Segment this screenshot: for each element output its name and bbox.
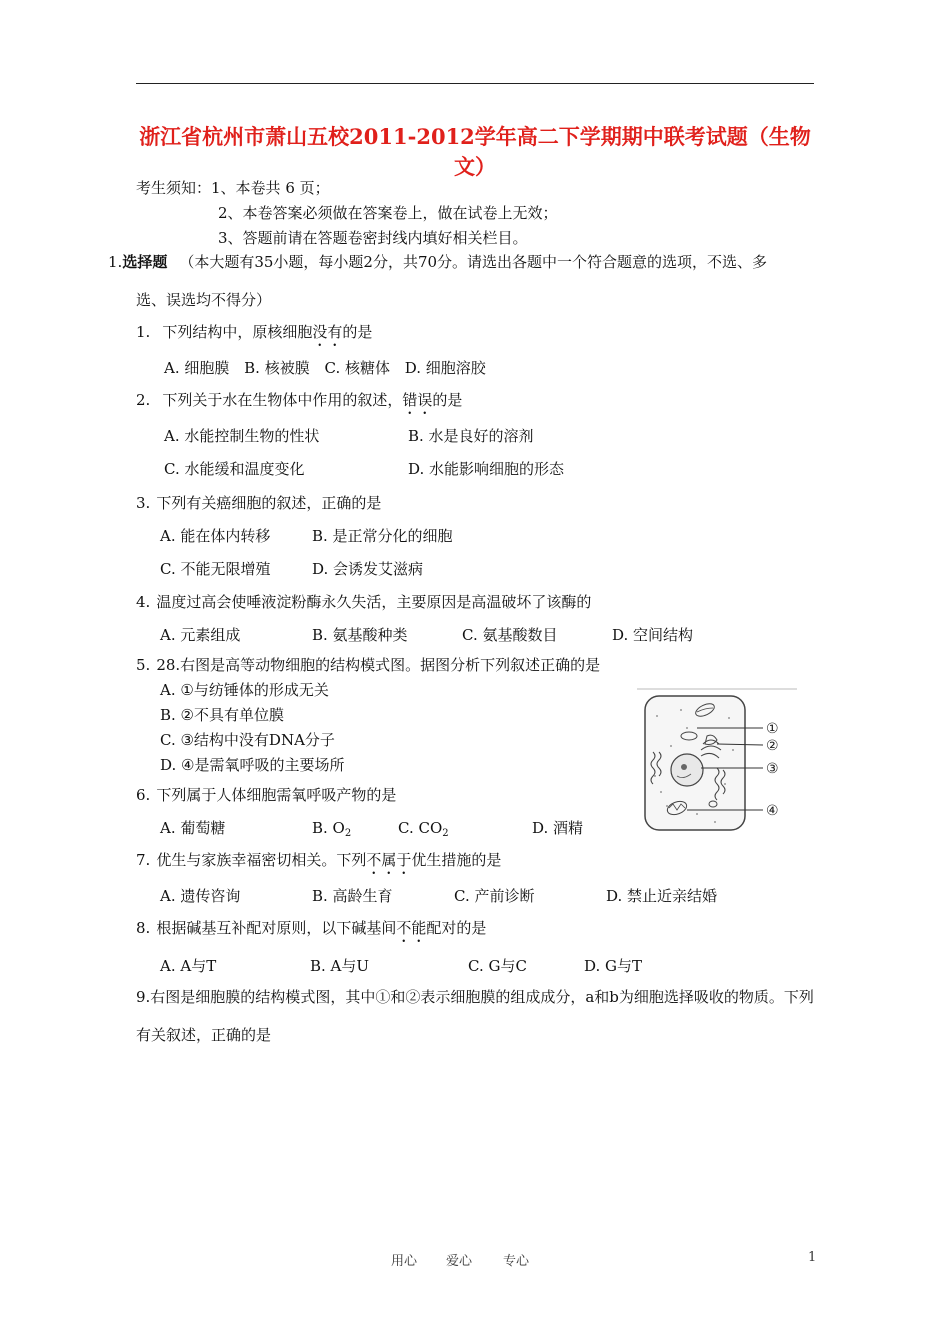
page-title: 浙江省杭州市萧山五校2011-2012学年高二下学期期中联考试题（生物文） — [139, 124, 811, 179]
footer-motto-2: 爱心 — [446, 1254, 473, 1269]
option: A. 元素组成 — [160, 626, 241, 644]
page-number: 1 — [808, 1250, 817, 1265]
question-number: 7. — [136, 851, 151, 869]
question-number: 6. — [136, 786, 151, 804]
question-9: 9.右图是细胞膜的结构模式图，其中①和②表示细胞膜的组成成分，a和b为细胞选择吸收的物质。下列有关叙述，正确的是 — [136, 988, 814, 1044]
notice-item-1: 1、本卷共 6 页； — [211, 179, 330, 197]
question-number: 3. — [136, 494, 151, 512]
question-1: 1. 下列结构中，原核细胞没有的是 — [136, 323, 373, 341]
question-number: 8. — [136, 919, 151, 937]
q1-options — [164, 358, 486, 378]
option: A. 细胞膜 — [164, 359, 230, 377]
emphasis-dots: 不属于 — [366, 851, 412, 869]
option: A. A与T — [160, 957, 217, 975]
section-instructions-cont: 选、误选均不得分） — [136, 291, 272, 309]
option: B. 氨基酸种类 — [312, 626, 408, 644]
option: D. G与T — [584, 957, 643, 975]
figure-label-1: ① — [766, 721, 779, 737]
option: C. 产前诊断 — [454, 887, 535, 905]
option: B. A与U — [310, 957, 370, 975]
notice-prefix: 考生须知： — [136, 179, 212, 197]
emphasis-dots: 错误 — [402, 391, 433, 409]
notice-line-1 — [136, 178, 330, 198]
question-number: 4. — [136, 593, 151, 611]
figure-label-3: ③ — [766, 761, 779, 777]
question-number: 1. — [136, 323, 151, 341]
option: C. 核糖体 — [324, 359, 390, 377]
option: C. G与C — [468, 957, 527, 975]
footer-motto-1: 用心 — [391, 1254, 418, 1269]
option: A. 遗传咨询 — [160, 887, 241, 905]
option: B. 高龄生育 — [312, 887, 393, 905]
section-header — [108, 252, 767, 272]
option: A. 水能控制生物的性状 — [164, 427, 320, 445]
section-number: 1. — [108, 253, 123, 271]
option: B. $O_2$ — [312, 819, 352, 839]
question-number: 2. — [136, 391, 151, 409]
emphasis-dots: 没有 — [312, 323, 343, 341]
option: B. 是正常分化的细胞 — [312, 527, 453, 545]
section-instructions: （本大题有35小题，每小题2分，共70分。请选出各题中一个符合题意的选项，不选、多 — [179, 253, 768, 271]
option: C. ③结构中没有DNA分子 — [160, 731, 335, 749]
question-3: 3. 下列有关癌细胞的叙述，正确的是 — [136, 494, 382, 512]
option: D. 水能影响细胞的形态 — [408, 460, 565, 478]
option: D. 空间结构 — [612, 626, 694, 644]
footer-motto-3: 专心 — [503, 1254, 530, 1269]
emphasis-dots: 不能 — [396, 919, 427, 937]
option: B. ②不具有单位膜 — [160, 706, 285, 724]
option: D. ④是需氧呼吸的主要场所 — [160, 756, 345, 774]
option: D. 细胞溶胶 — [404, 359, 486, 377]
option: D. 禁止近亲结婚 — [606, 887, 718, 905]
option: C. 不能无限增殖 — [160, 560, 271, 578]
notice-item-3: 3、答题前请在答题卷密封线内填好相关栏目。 — [218, 229, 528, 247]
question-2: 2. 下列关于水在生物体中作用的叙述，错误的是 — [136, 391, 463, 409]
question-5: 5. 28.右图是高等动物细胞的结构模式图。据图分析下列叙述正确的是 — [136, 656, 601, 674]
question-8: 8. 根据碱基互补配对原则，以下碱基间不能配对的是 — [136, 919, 487, 937]
option: B. 核被膜 — [244, 359, 310, 377]
option: D. 会诱发艾滋病 — [312, 560, 424, 578]
header-rule — [136, 83, 814, 84]
option: C. 水能缓和温度变化 — [164, 460, 305, 478]
question-6: 6. 下列属于人体细胞需氧呼吸产物的是 — [136, 786, 397, 804]
section-name: 选择题 — [122, 253, 168, 271]
question-4: 4. 温度过高会使唾液淀粉酶永久失活，主要原因是高温破坏了该酶的 — [136, 593, 592, 611]
notice-item-2: 2、本卷答案必须做在答案卷上，做在试卷上无效； — [218, 204, 558, 222]
option: B. 水是良好的溶剂 — [408, 427, 534, 445]
figure-label-4: ④ — [766, 803, 779, 819]
option: A. ①与纺锤体的形成无关 — [160, 681, 329, 699]
option: A. 能在体内转移 — [160, 527, 271, 545]
option: D. 酒精 — [532, 819, 584, 837]
question-number: 5. — [136, 656, 151, 674]
option: C. 氨基酸数目 — [462, 626, 558, 644]
option: A. 葡萄糖 — [160, 819, 226, 837]
question-7: 7. 优生与家族幸福密切相关。下列不属于优生措施的是 — [136, 851, 502, 869]
figure-label-2: ② — [766, 738, 779, 754]
option: C. $CO_2$ — [398, 819, 449, 839]
animal-cell-diagram — [637, 688, 817, 838]
